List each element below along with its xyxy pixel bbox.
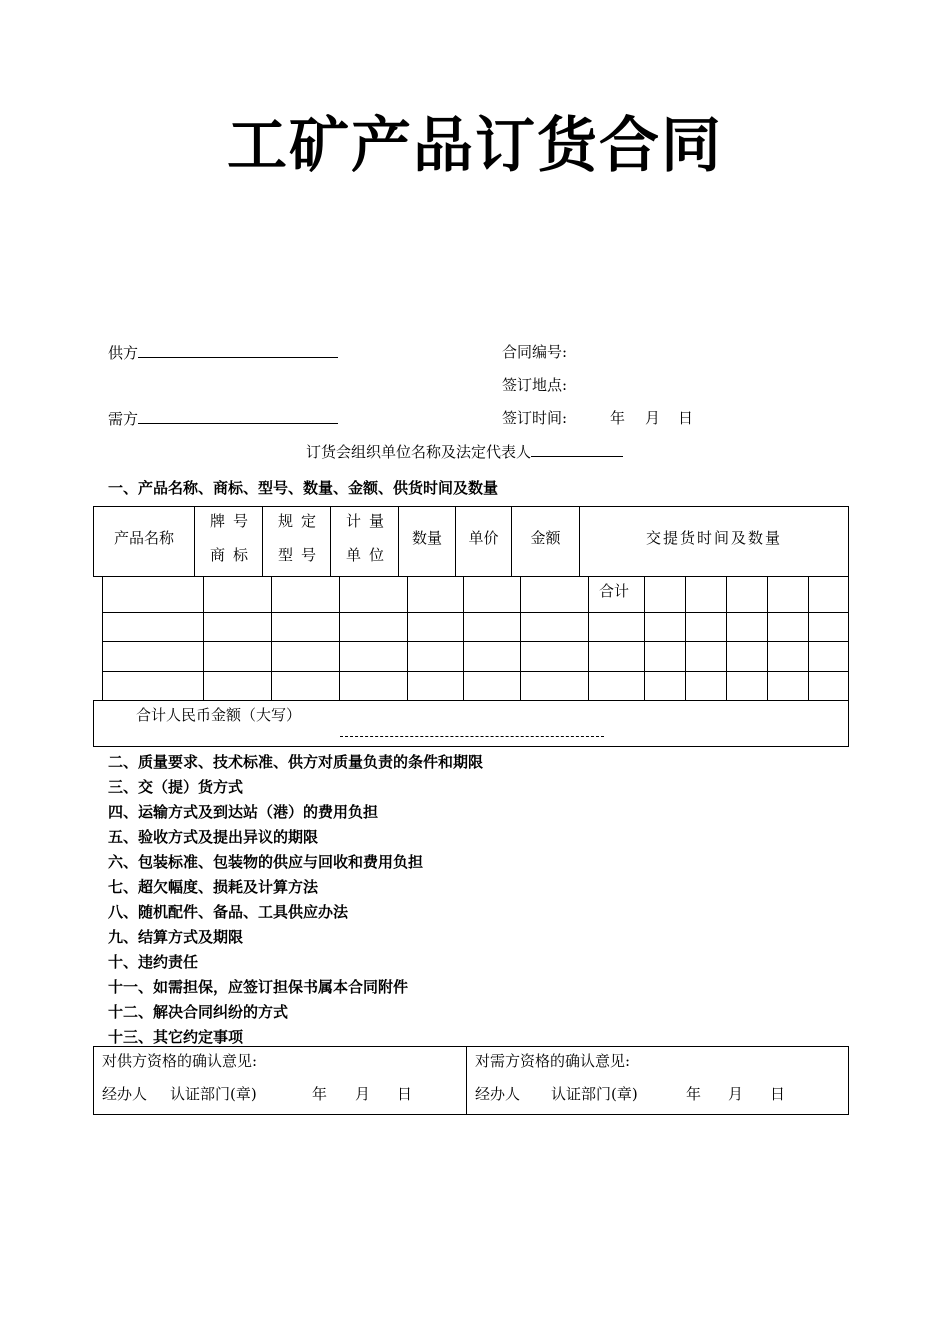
col-unit-line1: 计量 <box>345 512 392 530</box>
buyer-field <box>108 409 338 428</box>
sign-place-label: 签订地点: <box>502 376 568 394</box>
section-9-heading: 九、结算方式及期限 <box>108 928 244 946</box>
product-table-body <box>102 576 849 701</box>
col-delivery-time-qty: 交提货时间及数量 <box>645 529 782 547</box>
sign-month: 月 <box>645 409 661 427</box>
section-2-heading: 二、质量要求、技术标准、供方对质量负责的条件和期限 <box>108 753 484 771</box>
supplier-confirm-day: 日 <box>397 1085 413 1103</box>
contract-no-label: 合同编号: <box>502 343 568 361</box>
supplier-confirm-month: 月 <box>355 1085 371 1103</box>
section-1-heading: 一、产品名称、商标、型号、数量、金额、供货时间及数量 <box>108 479 499 497</box>
total-rmb-blank[interactable] <box>340 736 604 737</box>
section-13-heading: 十三、其它约定事项 <box>108 1028 244 1046</box>
buyer-confirm-year: 年 <box>686 1085 702 1103</box>
supplier-opinion-label: 对供方资格的确认意见: <box>102 1052 258 1070</box>
col-spec-line2: 型号 <box>277 546 324 564</box>
buyer-handler-label: 经办人 <box>475 1085 521 1103</box>
buyer-confirm-day: 日 <box>770 1085 786 1103</box>
buyer-cert-dept-label: 认证部门(章) <box>551 1085 638 1103</box>
col-amount: 金额 <box>530 529 561 547</box>
section-8-heading: 八、随机配件、备品、工具供应办法 <box>108 903 349 921</box>
supplier-cert-dept-label: 认证部门(章) <box>170 1085 257 1103</box>
supplier-label: 供方 <box>108 344 139 362</box>
org-rep-blank[interactable] <box>531 442 623 457</box>
supplier-confirm-year: 年 <box>312 1085 328 1103</box>
section-6-heading: 六、包装标准、包装物的供应与回收和费用负担 <box>108 853 424 871</box>
supplier-field <box>108 343 338 362</box>
col-unit-line2: 单位 <box>345 546 392 564</box>
org-rep-field <box>306 442 623 461</box>
col-quantity: 数量 <box>411 529 442 547</box>
col-brand-line1: 牌号 <box>209 512 256 530</box>
sign-time-label: 签订时间: <box>502 409 568 427</box>
org-rep-label: 订货会组织单位名称及法定代表人 <box>306 443 532 461</box>
supplier-blank[interactable] <box>138 343 338 358</box>
col-product-name: 产品名称 <box>113 529 174 547</box>
section-5-heading: 五、验收方式及提出异议的期限 <box>108 828 319 846</box>
sign-day: 日 <box>678 409 694 427</box>
section-4-heading: 四、运输方式及到达站（港）的费用负担 <box>108 803 379 821</box>
sign-year: 年 <box>610 409 626 427</box>
section-10-heading: 十、违约责任 <box>108 953 199 971</box>
contract-title: 工矿产品订货合同 <box>227 111 723 181</box>
buyer-label: 需方 <box>108 410 139 428</box>
supplier-handler-label: 经办人 <box>102 1085 148 1103</box>
section-11-heading: 十一、如需担保，应签订担保书属本合同附件 <box>108 978 409 996</box>
buyer-blank[interactable] <box>138 409 338 424</box>
buyer-opinion-label: 对需方资格的确认意见: <box>475 1052 631 1070</box>
col-unit-price: 单价 <box>468 529 499 547</box>
section-12-heading: 十二、解决合同纠纷的方式 <box>108 1003 289 1021</box>
col-brand-line2: 商标 <box>209 546 256 564</box>
buyer-confirm-month: 月 <box>728 1085 744 1103</box>
col-spec-line1: 规定 <box>277 512 324 530</box>
section-7-heading: 七、超欠幅度、损耗及计算方法 <box>108 878 319 896</box>
subtotal-label: 合计 <box>598 582 629 600</box>
section-3-heading: 三、交（提）货方式 <box>108 778 244 796</box>
total-rmb-label: 合计人民币金额（大写） <box>136 706 302 724</box>
